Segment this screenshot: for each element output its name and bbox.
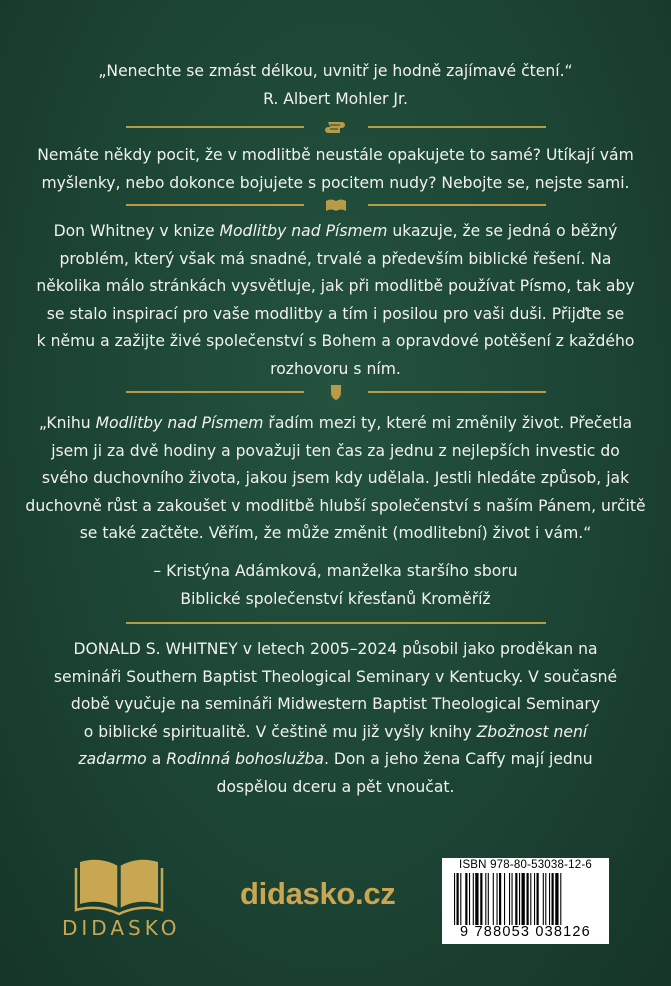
book-title: Zbožnost není bbox=[476, 722, 588, 741]
publisher-website: didasko.cz bbox=[240, 876, 396, 911]
book-title: Modlitby nad Písmem bbox=[219, 222, 388, 240]
quote2-attribution: – Kristýna Adámková, manželka staršího sboru Biblické společenství křesťanů Kroměříž bbox=[153, 562, 518, 608]
barcode-digits: 9 788053 038126 bbox=[460, 924, 591, 940]
endorsement-quote-2: „Knihu Modlitby nad Písmem řadím mezi ty, které mi změnily život. Přečetla jsem ji za dvě hodiny a považuji ten čas za jednu z nejlepších investic do svého duchovního života, jakou jsem kdy udělala. Jestli hledáte způsob, jak duchovně růst a zakoušet v modlitbě hlubší společenství s naším Pánem, určitě se také začtěte. Věřím, že může změnit (modlitební) život i vám.“ bbox=[25, 414, 646, 542]
book-title: Modlitby nad Písmem bbox=[95, 414, 264, 432]
barcode-bars bbox=[452, 873, 599, 927]
book-icon bbox=[322, 195, 350, 215]
endorsement-quote-1 bbox=[0, 58, 671, 113]
description-paragraph: Don Whitney v knize Modlitby nad Písmem ukazuje, že se jedná o běžný problém, který však má snadné, trvalé a především biblické řešení. Na několika málo stránkách vysvětluje, jak při modlitbě používat Písmo, tak aby se stalo inspirací pro vaše modlitby a tím i posilou pro vaši duši. Přijďte se k němu a zažijte živé společenství s Bohem a opravdové potěšení z každého rozhovoru s ním. bbox=[36, 222, 635, 378]
publisher-logo-text: DIDASKO bbox=[62, 916, 181, 940]
divider-plain bbox=[126, 617, 546, 629]
divider-book bbox=[126, 199, 546, 211]
book-title: zadarmo bbox=[78, 750, 147, 768]
intro-paragraph: Nemáte někdy pocit, že v modlitbě neustále opakujete to samé? Utíkají vám myšlenky, nebo dokonce bojujete s pocitem nudy? Nebojte se, nejste sami. bbox=[37, 146, 634, 192]
quote-line: „Nenechte se zmást délkou, uvnitř je hodně zajímavé čtení.“ bbox=[98, 62, 573, 80]
book-title: Rodinná bohoslužba bbox=[166, 750, 324, 768]
divider-scroll bbox=[126, 121, 546, 133]
isbn-label: ISBN 978-80-53038-12-6 bbox=[459, 859, 592, 871]
quote-author: R. Albert Mohler Jr. bbox=[263, 89, 408, 108]
isbn-barcode bbox=[442, 858, 609, 944]
shield-icon bbox=[322, 382, 350, 402]
scroll-icon bbox=[322, 117, 350, 137]
divider-shield bbox=[126, 386, 546, 398]
author-bio: DONALD S. WHITNEY v letech 2005–2024 působil jako proděkan na semináři Southern Baptist Theological Seminary v Kentucky. V současné době vyučuje na semináři Midwestern Baptist Theological Seminary o biblické spiritualitě. V češtině mu již vyšly knihy Zbožnost není zadarmo a Rodinná bohoslužba. Don a jeho žena Caffy mají jednu dospělou dceru a pět vnoučat. bbox=[53, 640, 618, 796]
